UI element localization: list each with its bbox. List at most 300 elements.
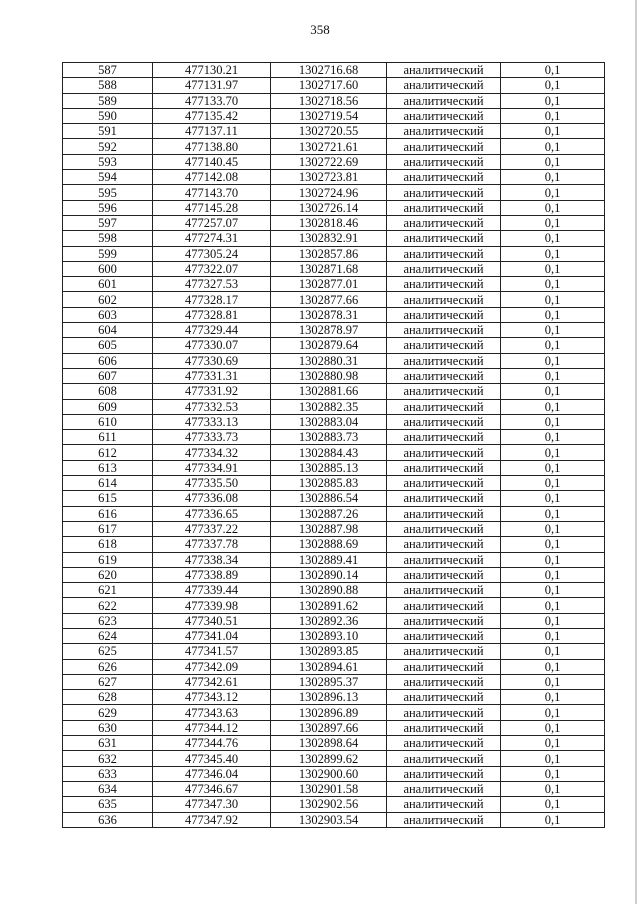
error-cell: 0,1 [501, 705, 605, 720]
error-cell: 0,1 [501, 246, 605, 261]
point-number-cell: 620 [63, 567, 153, 582]
y-coordinate-cell: 1302886.54 [271, 491, 387, 506]
x-coordinate-cell: 477328.17 [153, 292, 271, 307]
method-cell: аналитический [387, 537, 501, 552]
error-cell: 0,1 [501, 154, 605, 169]
x-coordinate-cell: 477330.69 [153, 353, 271, 368]
y-coordinate-cell: 1302898.64 [271, 736, 387, 751]
y-coordinate-cell: 1302719.54 [271, 108, 387, 123]
x-coordinate-cell: 477131.97 [153, 78, 271, 93]
point-number-cell: 625 [63, 644, 153, 659]
method-cell: аналитический [387, 674, 501, 689]
y-coordinate-cell: 1302720.55 [271, 124, 387, 139]
error-cell: 0,1 [501, 445, 605, 460]
method-cell: аналитический [387, 781, 501, 796]
table-row [63, 659, 605, 674]
table-row [63, 460, 605, 475]
error-cell: 0,1 [501, 537, 605, 552]
method-cell: аналитический [387, 613, 501, 628]
table-row [63, 78, 605, 93]
x-coordinate-cell: 477342.09 [153, 659, 271, 674]
y-coordinate-cell: 1302726.14 [271, 200, 387, 215]
method-cell: аналитический [387, 323, 501, 338]
error-cell: 0,1 [501, 231, 605, 246]
error-cell: 0,1 [501, 690, 605, 705]
point-number-cell: 591 [63, 124, 153, 139]
point-number-cell: 604 [63, 323, 153, 338]
method-cell: аналитический [387, 307, 501, 322]
method-cell: аналитический [387, 659, 501, 674]
error-cell: 0,1 [501, 521, 605, 536]
point-number-cell: 601 [63, 277, 153, 292]
y-coordinate-cell: 1302878.97 [271, 323, 387, 338]
error-cell: 0,1 [501, 170, 605, 185]
point-number-cell: 588 [63, 78, 153, 93]
point-number-cell: 611 [63, 430, 153, 445]
method-cell: аналитический [387, 491, 501, 506]
x-coordinate-cell: 477338.89 [153, 567, 271, 582]
point-number-cell: 605 [63, 338, 153, 353]
table-row [63, 521, 605, 536]
table-row [63, 63, 605, 78]
x-coordinate-cell: 477138.80 [153, 139, 271, 154]
point-number-cell: 614 [63, 476, 153, 491]
y-coordinate-cell: 1302818.46 [271, 215, 387, 230]
error-cell: 0,1 [501, 628, 605, 643]
x-coordinate-cell: 477334.32 [153, 445, 271, 460]
y-coordinate-cell: 1302890.14 [271, 567, 387, 582]
table-row [63, 476, 605, 491]
y-coordinate-cell: 1302895.37 [271, 674, 387, 689]
y-coordinate-cell: 1302897.66 [271, 720, 387, 735]
table-row [63, 445, 605, 460]
method-cell: аналитический [387, 797, 501, 812]
table-row [63, 246, 605, 261]
method-cell: аналитический [387, 736, 501, 751]
error-cell: 0,1 [501, 384, 605, 399]
method-cell: аналитический [387, 246, 501, 261]
y-coordinate-cell: 1302900.60 [271, 766, 387, 781]
error-cell: 0,1 [501, 200, 605, 215]
table-row [63, 797, 605, 812]
point-number-cell: 603 [63, 307, 153, 322]
error-cell: 0,1 [501, 644, 605, 659]
method-cell: аналитический [387, 812, 501, 827]
table-row [63, 170, 605, 185]
x-coordinate-cell: 477332.53 [153, 399, 271, 414]
method-cell: аналитический [387, 628, 501, 643]
point-number-cell: 606 [63, 353, 153, 368]
method-cell: аналитический [387, 368, 501, 383]
y-coordinate-cell: 1302879.64 [271, 338, 387, 353]
point-number-cell: 608 [63, 384, 153, 399]
method-cell: аналитический [387, 598, 501, 613]
table-row [63, 185, 605, 200]
error-cell: 0,1 [501, 261, 605, 276]
point-number-cell: 598 [63, 231, 153, 246]
table-row [63, 430, 605, 445]
point-number-cell: 595 [63, 185, 153, 200]
scan-edge-line [635, 0, 637, 904]
x-coordinate-cell: 477344.76 [153, 736, 271, 751]
table-row [63, 323, 605, 338]
method-cell: аналитический [387, 108, 501, 123]
table-row [63, 628, 605, 643]
method-cell: аналитический [387, 521, 501, 536]
y-coordinate-cell: 1302877.66 [271, 292, 387, 307]
method-cell: аналитический [387, 185, 501, 200]
error-cell: 0,1 [501, 368, 605, 383]
point-number-cell: 623 [63, 613, 153, 628]
x-coordinate-cell: 477143.70 [153, 185, 271, 200]
method-cell: аналитический [387, 567, 501, 582]
method-cell: аналитический [387, 353, 501, 368]
table-row [63, 200, 605, 215]
x-coordinate-cell: 477327.53 [153, 277, 271, 292]
method-cell: аналитический [387, 476, 501, 491]
point-number-cell: 610 [63, 414, 153, 429]
table-row [63, 583, 605, 598]
table-row [63, 414, 605, 429]
table-row [63, 353, 605, 368]
coordinates-table-body [63, 63, 605, 828]
x-coordinate-cell: 477338.34 [153, 552, 271, 567]
table-row [63, 812, 605, 827]
x-coordinate-cell: 477341.57 [153, 644, 271, 659]
error-cell: 0,1 [501, 399, 605, 414]
x-coordinate-cell: 477137.11 [153, 124, 271, 139]
point-number-cell: 590 [63, 108, 153, 123]
point-number-cell: 596 [63, 200, 153, 215]
error-cell: 0,1 [501, 124, 605, 139]
y-coordinate-cell: 1302892.36 [271, 613, 387, 628]
x-coordinate-cell: 477337.78 [153, 537, 271, 552]
error-cell: 0,1 [501, 63, 605, 78]
error-cell: 0,1 [501, 583, 605, 598]
x-coordinate-cell: 477142.08 [153, 170, 271, 185]
error-cell: 0,1 [501, 766, 605, 781]
y-coordinate-cell: 1302882.35 [271, 399, 387, 414]
point-number-cell: 621 [63, 583, 153, 598]
point-number-cell: 599 [63, 246, 153, 261]
x-coordinate-cell: 477331.92 [153, 384, 271, 399]
table-row [63, 674, 605, 689]
x-coordinate-cell: 477346.04 [153, 766, 271, 781]
point-number-cell: 602 [63, 292, 153, 307]
method-cell: аналитический [387, 154, 501, 169]
error-cell: 0,1 [501, 720, 605, 735]
point-number-cell: 617 [63, 521, 153, 536]
x-coordinate-cell: 477344.12 [153, 720, 271, 735]
point-number-cell: 607 [63, 368, 153, 383]
method-cell: аналитический [387, 170, 501, 185]
error-cell: 0,1 [501, 277, 605, 292]
x-coordinate-cell: 477133.70 [153, 93, 271, 108]
y-coordinate-cell: 1302899.62 [271, 751, 387, 766]
error-cell: 0,1 [501, 460, 605, 475]
point-number-cell: 627 [63, 674, 153, 689]
method-cell: аналитический [387, 583, 501, 598]
y-coordinate-cell: 1302871.68 [271, 261, 387, 276]
x-coordinate-cell: 477345.40 [153, 751, 271, 766]
coordinates-table [62, 62, 605, 828]
point-number-cell: 619 [63, 552, 153, 567]
method-cell: аналитический [387, 705, 501, 720]
method-cell: аналитический [387, 552, 501, 567]
table-row [63, 292, 605, 307]
point-number-cell: 594 [63, 170, 153, 185]
error-cell: 0,1 [501, 506, 605, 521]
y-coordinate-cell: 1302885.83 [271, 476, 387, 491]
point-number-cell: 618 [63, 537, 153, 552]
y-coordinate-cell: 1302901.58 [271, 781, 387, 796]
method-cell: аналитический [387, 124, 501, 139]
point-number-cell: 626 [63, 659, 153, 674]
point-number-cell: 636 [63, 812, 153, 827]
x-coordinate-cell: 477333.13 [153, 414, 271, 429]
x-coordinate-cell: 477335.50 [153, 476, 271, 491]
point-number-cell: 635 [63, 797, 153, 812]
table-row [63, 491, 605, 506]
error-cell: 0,1 [501, 812, 605, 827]
x-coordinate-cell: 477343.12 [153, 690, 271, 705]
table-row [63, 231, 605, 246]
error-cell: 0,1 [501, 567, 605, 582]
x-coordinate-cell: 477257.07 [153, 215, 271, 230]
x-coordinate-cell: 477274.31 [153, 231, 271, 246]
method-cell: аналитический [387, 414, 501, 429]
error-cell: 0,1 [501, 93, 605, 108]
error-cell: 0,1 [501, 552, 605, 567]
error-cell: 0,1 [501, 139, 605, 154]
y-coordinate-cell: 1302718.56 [271, 93, 387, 108]
y-coordinate-cell: 1302717.60 [271, 78, 387, 93]
method-cell: аналитический [387, 751, 501, 766]
method-cell: аналитический [387, 63, 501, 78]
point-number-cell: 613 [63, 460, 153, 475]
x-coordinate-cell: 477337.22 [153, 521, 271, 536]
error-cell: 0,1 [501, 613, 605, 628]
table-row [63, 720, 605, 735]
method-cell: аналитический [387, 720, 501, 735]
page-number: 358 [310, 22, 330, 37]
error-cell: 0,1 [501, 751, 605, 766]
error-cell: 0,1 [501, 430, 605, 445]
point-number-cell: 609 [63, 399, 153, 414]
error-cell: 0,1 [501, 78, 605, 93]
y-coordinate-cell: 1302893.85 [271, 644, 387, 659]
table-row [63, 399, 605, 414]
point-number-cell: 630 [63, 720, 153, 735]
y-coordinate-cell: 1302896.13 [271, 690, 387, 705]
method-cell: аналитический [387, 292, 501, 307]
y-coordinate-cell: 1302890.88 [271, 583, 387, 598]
table-row [63, 108, 605, 123]
error-cell: 0,1 [501, 674, 605, 689]
x-coordinate-cell: 477140.45 [153, 154, 271, 169]
x-coordinate-cell: 477336.65 [153, 506, 271, 521]
x-coordinate-cell: 477336.08 [153, 491, 271, 506]
y-coordinate-cell: 1302884.43 [271, 445, 387, 460]
point-number-cell: 628 [63, 690, 153, 705]
y-coordinate-cell: 1302887.98 [271, 521, 387, 536]
method-cell: аналитический [387, 78, 501, 93]
error-cell: 0,1 [501, 736, 605, 751]
x-coordinate-cell: 477333.73 [153, 430, 271, 445]
method-cell: аналитический [387, 766, 501, 781]
point-number-cell: 592 [63, 139, 153, 154]
error-cell: 0,1 [501, 476, 605, 491]
method-cell: аналитический [387, 139, 501, 154]
table-row [63, 93, 605, 108]
method-cell: аналитический [387, 200, 501, 215]
table-row [63, 139, 605, 154]
x-coordinate-cell: 477330.07 [153, 338, 271, 353]
point-number-cell: 631 [63, 736, 153, 751]
y-coordinate-cell: 1302902.56 [271, 797, 387, 812]
table-row [63, 751, 605, 766]
point-number-cell: 633 [63, 766, 153, 781]
error-cell: 0,1 [501, 598, 605, 613]
table-row [63, 307, 605, 322]
point-number-cell: 616 [63, 506, 153, 521]
error-cell: 0,1 [501, 307, 605, 322]
y-coordinate-cell: 1302883.04 [271, 414, 387, 429]
error-cell: 0,1 [501, 292, 605, 307]
point-number-cell: 593 [63, 154, 153, 169]
x-coordinate-cell: 477328.81 [153, 307, 271, 322]
table-row [63, 384, 605, 399]
table-row [63, 705, 605, 720]
point-number-cell: 622 [63, 598, 153, 613]
x-coordinate-cell: 477334.91 [153, 460, 271, 475]
x-coordinate-cell: 477347.30 [153, 797, 271, 812]
table-row [63, 506, 605, 521]
table-row [63, 552, 605, 567]
x-coordinate-cell: 477342.61 [153, 674, 271, 689]
point-number-cell: 629 [63, 705, 153, 720]
x-coordinate-cell: 477329.44 [153, 323, 271, 338]
y-coordinate-cell: 1302889.41 [271, 552, 387, 567]
point-number-cell: 624 [63, 628, 153, 643]
error-cell: 0,1 [501, 108, 605, 123]
error-cell: 0,1 [501, 215, 605, 230]
table-row [63, 567, 605, 582]
x-coordinate-cell: 477339.44 [153, 583, 271, 598]
x-coordinate-cell: 477347.92 [153, 812, 271, 827]
method-cell: аналитический [387, 384, 501, 399]
point-number-cell: 615 [63, 491, 153, 506]
method-cell: аналитический [387, 430, 501, 445]
y-coordinate-cell: 1302880.31 [271, 353, 387, 368]
y-coordinate-cell: 1302724.96 [271, 185, 387, 200]
x-coordinate-cell: 477331.31 [153, 368, 271, 383]
table-row [63, 598, 605, 613]
y-coordinate-cell: 1302893.10 [271, 628, 387, 643]
y-coordinate-cell: 1302721.61 [271, 139, 387, 154]
point-number-cell: 612 [63, 445, 153, 460]
error-cell: 0,1 [501, 797, 605, 812]
method-cell: аналитический [387, 644, 501, 659]
table-row [63, 781, 605, 796]
y-coordinate-cell: 1302877.01 [271, 277, 387, 292]
table-row [63, 537, 605, 552]
table-row [63, 766, 605, 781]
x-coordinate-cell: 477341.04 [153, 628, 271, 643]
method-cell: аналитический [387, 445, 501, 460]
point-number-cell: 587 [63, 63, 153, 78]
table-row [63, 690, 605, 705]
method-cell: аналитический [387, 506, 501, 521]
y-coordinate-cell: 1302887.26 [271, 506, 387, 521]
method-cell: аналитический [387, 231, 501, 246]
y-coordinate-cell: 1302888.69 [271, 537, 387, 552]
y-coordinate-cell: 1302883.73 [271, 430, 387, 445]
point-number-cell: 600 [63, 261, 153, 276]
y-coordinate-cell: 1302880.98 [271, 368, 387, 383]
x-coordinate-cell: 477340.51 [153, 613, 271, 628]
y-coordinate-cell: 1302716.68 [271, 63, 387, 78]
method-cell: аналитический [387, 690, 501, 705]
error-cell: 0,1 [501, 323, 605, 338]
point-number-cell: 634 [63, 781, 153, 796]
error-cell: 0,1 [501, 781, 605, 796]
table-row [63, 124, 605, 139]
error-cell: 0,1 [501, 353, 605, 368]
y-coordinate-cell: 1302723.81 [271, 170, 387, 185]
y-coordinate-cell: 1302878.31 [271, 307, 387, 322]
error-cell: 0,1 [501, 491, 605, 506]
x-coordinate-cell: 477305.24 [153, 246, 271, 261]
method-cell: аналитический [387, 399, 501, 414]
x-coordinate-cell: 477145.28 [153, 200, 271, 215]
table-row [63, 338, 605, 353]
y-coordinate-cell: 1302894.61 [271, 659, 387, 674]
table-row [63, 215, 605, 230]
error-cell: 0,1 [501, 185, 605, 200]
error-cell: 0,1 [501, 414, 605, 429]
table-row [63, 613, 605, 628]
x-coordinate-cell: 477135.42 [153, 108, 271, 123]
x-coordinate-cell: 477339.98 [153, 598, 271, 613]
point-number-cell: 597 [63, 215, 153, 230]
method-cell: аналитический [387, 460, 501, 475]
y-coordinate-cell: 1302832.91 [271, 231, 387, 246]
y-coordinate-cell: 1302722.69 [271, 154, 387, 169]
method-cell: аналитический [387, 277, 501, 292]
table-row [63, 736, 605, 751]
method-cell: аналитический [387, 215, 501, 230]
x-coordinate-cell: 477322.07 [153, 261, 271, 276]
x-coordinate-cell: 477343.63 [153, 705, 271, 720]
y-coordinate-cell: 1302903.54 [271, 812, 387, 827]
y-coordinate-cell: 1302857.86 [271, 246, 387, 261]
y-coordinate-cell: 1302885.13 [271, 460, 387, 475]
y-coordinate-cell: 1302881.66 [271, 384, 387, 399]
method-cell: аналитический [387, 338, 501, 353]
table-row [63, 261, 605, 276]
x-coordinate-cell: 477346.67 [153, 781, 271, 796]
point-number-cell: 632 [63, 751, 153, 766]
method-cell: аналитический [387, 261, 501, 276]
table-row [63, 368, 605, 383]
method-cell: аналитический [387, 93, 501, 108]
table-row [63, 277, 605, 292]
error-cell: 0,1 [501, 659, 605, 674]
y-coordinate-cell: 1302896.89 [271, 705, 387, 720]
y-coordinate-cell: 1302891.62 [271, 598, 387, 613]
table-row [63, 154, 605, 169]
